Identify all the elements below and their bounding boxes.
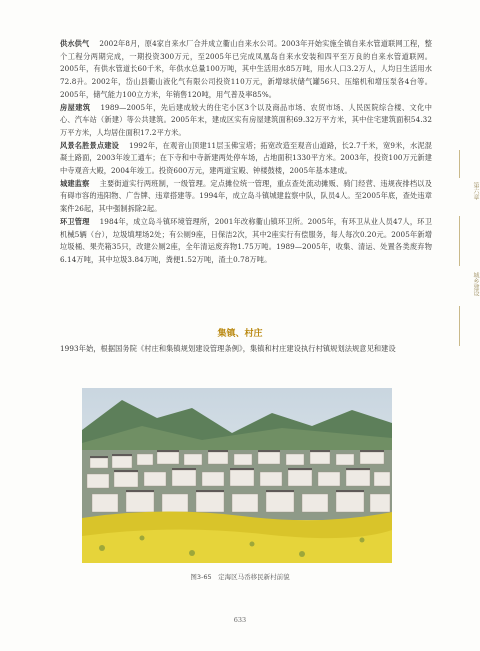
village-photo <box>82 388 392 563</box>
page-number: 633 <box>233 616 247 624</box>
paragraph-text: 主要街道实行两班制，一级管理。定点摊位统一管理，重点查处流动摊贩、骑门经营、违规夜排档以及有碍市容的违阳物、广告牌、违章搭建等。1994年，成立岛斗镇城建监察中队，队员4人。至2005年底，查处违章案件26起，其中强制拆除2起。 <box>60 178 432 214</box>
paragraph-text: 1989—2005年，先后建成较大的住宅小区3个以及商品市场、农贸市场、人民医院综合楼、文化中心、汽车站（新建）等公共建筑。2005年末，建成区实有房屋建筑面积69.32万平方米，其中住宅建筑面积54.32万平方米，人均居住面积17.2平方米。 <box>60 102 432 137</box>
paragraph-sanitation <box>60 216 432 267</box>
paragraph-inspection <box>60 178 432 216</box>
photo-caption: 图3-65 定海区马岙移民新村前貌 <box>190 573 290 581</box>
side-divider-bottom <box>459 306 460 346</box>
side-divider-mid <box>459 216 460 266</box>
chapter-tab: 第六章 <box>472 182 479 200</box>
paragraph-water-gas <box>60 38 432 102</box>
paragraph-lead: 供水供气 <box>60 39 90 48</box>
paragraph-text: 1984年，成立岛斗镇环境管理所，2001年改称衢山镇环卫所。2005年，有环卫从业人员47人，环卫机械5辆（台），垃圾填埋场2处；有公厕9座，日保洁2次，其中2座实行有偿服务，每人每次0.20元。2005年新增垃圾桶、果壳箱35只，改建公厕2座，全年清运废弃物1.75万吨。1989—2005年，收集、清运、处置各类废弃物6.14万吨，其中垃圾3.84万吨，粪便1.52万吨，渣土0.78万吨。 <box>60 216 432 264</box>
paragraph-buildings <box>60 102 432 140</box>
paragraph-lead: 风景名胜景点建设 <box>60 140 120 150</box>
section-intro: 1993年始，根据国务院《村庄和集镇规划建设管理条例》，集镇和村庄建设执行村镇规划法规意见和建设 <box>60 344 396 353</box>
paragraph-lead: 城建监察 <box>60 178 90 188</box>
body-text <box>60 38 432 267</box>
paragraph-lead: 房屋建筑 <box>60 102 91 112</box>
side-divider-top <box>459 150 460 178</box>
paragraph-lead: 环卫管理 <box>60 216 90 226</box>
paragraph-text: 1992年，在观音山顶建11层玉佛宝塔；拓宽改造至观音山道路，长2.7千米，宽9米，水泥混凝土路面，2003年竣工通车；在下寺和中寺新建两处停车场，占地面积1330平方米。2003年，投资100万元新建中寺观音大殿，2004年竣工。投资600万元，建两道宝殿、钟楼鼓楼，2005年基本建成。 <box>60 140 432 176</box>
paragraph-scenic <box>60 140 432 178</box>
topic-tab: 城乡建设 <box>472 272 479 296</box>
paragraph-text: 2002年8月，原4家自来水厂合并成立衢山自来水公司。2003年开始实施全镇自来水管道联网工程，整个工程分两期完成，一期投资300万元，至2005年已完成凤凰岛自来水安装和四平至万良的自来水管道联网。2005年，有供水管道长60千米，年供水总量100万吨，其中生活用水85万吨，用水人口3.2万人，人均日生活用水72.8升。2002年，岱山县衢山液化气有限公司投资110万元，新增球状储气罐56只、压缩机和增压泵各4台等。2005年，储气能力100立方米，年销售120吨，用气普及率85%。 <box>60 39 432 99</box>
section-heading: 集镇、村庄 <box>217 329 263 339</box>
